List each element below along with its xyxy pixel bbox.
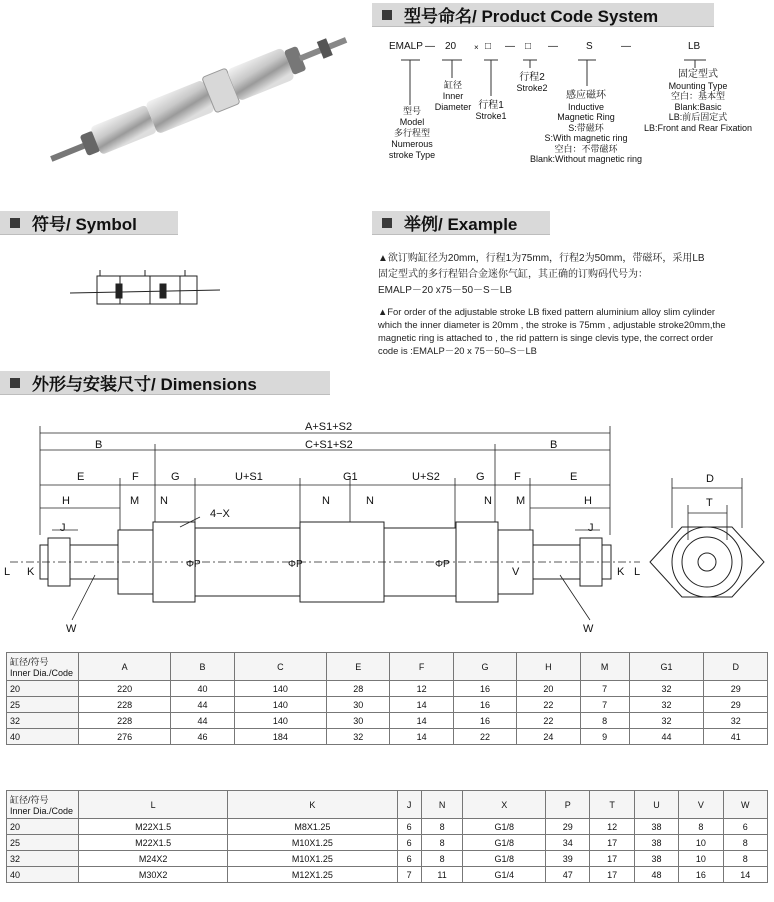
table-cell: 16 [453,697,516,713]
table-header-cell: V [679,791,723,819]
table-cell: 25 [7,697,79,713]
table-cell: 6 [723,819,767,835]
table-cell: 12 [590,819,634,835]
table-row [7,681,768,697]
dim-label-m-right: M [516,495,526,507]
table-header-cell: E [327,653,390,681]
dim-label-t: T [706,497,713,509]
table-cell: 8 [421,835,463,851]
table-header-row [7,791,768,819]
product-code-header-text: 型号命名/ Product Code System [404,7,659,26]
table-cell: 7 [580,681,629,697]
table-cell: 22 [517,713,580,729]
table-header-cell: K [228,791,397,819]
table-header-cell: F [390,653,453,681]
stroke1-line-2: Stroke1 [475,111,507,121]
inner-diameter-line-2: Inner [442,91,464,101]
dim-label-n-mid1: N [322,495,330,507]
magnetic-line-3: Magnetic Ring [557,112,615,122]
table-cell: 48 [634,867,678,883]
magnetic-ring-label [528,91,644,165]
table-header-cell: J [397,791,421,819]
table-cell: 14 [723,867,767,883]
dim-label-k-right: K [617,566,625,578]
table-cell: 22 [517,697,580,713]
dim-label-4x: 4−X [210,508,230,520]
bullet-square-icon [382,10,392,20]
table-cell: 29 [546,819,590,835]
dim-label-j-right: J [588,522,594,534]
magnetic-line-1: 感应磁环 [566,90,606,101]
model-line-1: 型号 [402,106,421,116]
table-cell: G1/8 [463,851,546,867]
stroke1-label [472,100,510,122]
dim-label-l-left: L [4,566,11,578]
table-header-cell: H [517,653,580,681]
table-cell: M22X1.5 [79,835,228,851]
table-cell: 46 [171,729,234,745]
table-cell: 10 [679,835,723,851]
table-header-code [7,791,79,819]
example-header-text: 举例/ Example [404,215,518,234]
model-line-4: Numerous [391,139,433,149]
dim-label-k-left: K [27,566,35,578]
table-header-row [7,653,768,681]
table-cell: 11 [421,867,463,883]
table-row [7,713,768,729]
table-cell: 17 [590,835,634,851]
table-header-cell: X [463,791,546,819]
table-header-cell: P [546,791,590,819]
table-cell: 38 [634,819,678,835]
table-cell: M10X1.25 [228,851,397,867]
example-en-line-4: code is :EMALP－20 x 75－50–S－LB [378,345,537,356]
dim-label-p-mid1: ΦP [288,559,303,570]
bullet-square-icon [10,218,20,228]
example-cn-line-2: 固定型式的多行程铝合金迷你气缸，其正确的订购码代号为： [378,269,648,280]
stroke1-line-1: 行程1 [478,100,504,111]
table-cell: 22 [453,729,516,745]
table-cell: 220 [79,681,171,697]
table-cell: 32 [7,713,79,729]
dim-label-j-left: J [60,522,66,534]
table-header-cell: D [704,653,768,681]
example-header [372,211,550,235]
product-code-header [372,3,714,27]
dim-label-p-left: ΦP [186,559,201,570]
bullet-square-icon [382,218,392,228]
table-row [7,819,768,835]
table-cell: 8 [723,851,767,867]
dim-label-u-s1: U+S1 [235,471,263,483]
table-header-cell: M [580,653,629,681]
dim-label-h-left: H [62,495,70,507]
table-cell: 8 [723,835,767,851]
dim-label-w-right: W [583,623,594,635]
dim-label-n-mid2: N [366,495,374,507]
mounting-line-6: LB:Front and Rear Fixation [643,122,753,133]
table-cell: 8 [421,819,463,835]
table-cell: 39 [546,851,590,867]
table-cell: 7 [397,867,421,883]
dim-label-u-s2: U+S2 [412,471,440,483]
stroke2-line-2: Stroke2 [516,83,548,93]
code-part-lb: LB [688,41,701,52]
table-cell: 20 [7,819,79,835]
table-header-code-en: Inner Dia./Code [10,668,74,678]
model-label [384,106,440,161]
table-cell: 41 [704,729,768,745]
table-cell: M12X1.25 [228,867,397,883]
table-cell: 140 [234,681,326,697]
table-header-cell: N [421,791,463,819]
table-cell: 14 [390,713,453,729]
dimension-table-1 [6,652,768,745]
mounting-type-label [642,70,754,133]
dim-label-a-total: A+S1+S2 [305,421,353,433]
table-header-cell: G [453,653,516,681]
table-header-cell: A [79,653,171,681]
model-line-5: stroke Type [388,150,436,160]
table-cell: M10X1.25 [228,835,397,851]
table-header-code [7,653,79,681]
table-cell: 44 [171,697,234,713]
table-cell: 20 [7,681,79,697]
table-cell: 40 [7,867,79,883]
table-cell: 140 [234,713,326,729]
table-cell: 16 [453,681,516,697]
code-part-dash: — [548,41,558,52]
table-cell: 40 [171,681,234,697]
table-cell: G1/4 [463,867,546,883]
example-en-line-1: ▲For order of the adjustable stroke LB fixed pattern aluminium alloy slim cylinder [378,306,716,317]
mounting-line-1: 固定型式 [678,69,718,80]
table-cell: 184 [234,729,326,745]
magnetic-line-5: S:With magnetic ring [544,133,628,143]
table-row [7,851,768,867]
table-header-cell: G1 [629,653,704,681]
mounting-line-2: Mounting Type [668,80,728,91]
dim-label-g1: G1 [343,471,358,483]
dim-label-h-right: H [584,495,592,507]
code-part-x: × [474,43,479,52]
code-part-s: S [586,41,593,52]
dim-label-n-left: N [160,495,168,507]
dim-label-v: V [512,566,520,578]
inner-diameter-line-3: Diameter [434,102,472,112]
table-cell: M24X2 [79,851,228,867]
table-cell: 29 [704,697,768,713]
table-header-code-cn: 缸径/符号 [10,657,49,667]
code-part-emalp: EMALP [389,41,423,52]
table-cell: 10 [679,851,723,867]
table-cell: 25 [7,835,79,851]
table-cell: 44 [629,729,704,745]
table-header-code-en: Inner Dia./Code [10,806,74,816]
table-cell: 32 [629,713,704,729]
table-cell: 40 [7,729,79,745]
inner-diameter-label [432,80,474,113]
dim-label-b-left: B [95,439,103,451]
example-en-line-3: magnetic ring is attached to , the rid pattern is singe clevis type, the correct order [378,332,714,343]
table-cell: 44 [171,713,234,729]
table-cell: 30 [327,697,390,713]
table-cell: 32 [7,851,79,867]
magnetic-line-2: Inductive [567,101,605,112]
magnetic-line-6: 空白：不带磁环 [554,143,618,154]
table-cell: G1/8 [463,819,546,835]
table-cell: 34 [546,835,590,851]
table-cell: 6 [397,835,421,851]
mounting-line-3: 空白：基本型 [670,91,725,101]
model-line-2: Model [399,117,425,127]
table-header-cell: C [234,653,326,681]
table-cell: 38 [634,851,678,867]
table-cell: 16 [453,713,516,729]
table-cell: 24 [517,729,580,745]
code-part-dash: — [425,41,435,52]
dimension-table-2 [6,790,768,883]
dim-label-g-right: G [476,471,485,483]
dim-label-e-right: E [570,471,578,483]
table-row [7,697,768,713]
model-line-3: 多行程型 [393,128,430,138]
table-cell: 14 [390,729,453,745]
dim-label-c-total: C+S1+S2 [305,439,353,451]
table-row [7,835,768,851]
table-cell: 28 [327,681,390,697]
table-cell: M22X1.5 [79,819,228,835]
magnetic-line-4: S:带磁环 [568,122,604,133]
table-row [7,867,768,883]
dim-label-p-mid2: ΦP [435,559,450,570]
example-cn-line-3: EMALP－20 x75－50－S－LB [378,285,512,296]
table-cell: 47 [546,867,590,883]
table-cell: 20 [517,681,580,697]
table-cell: 9 [580,729,629,745]
table-cell: 276 [79,729,171,745]
table-cell: G1/8 [463,835,546,851]
symbol-header-text: 符号/ Symbol [32,215,137,234]
dim-label-e-left: E [77,471,85,483]
table-cell: 29 [704,681,768,697]
code-part-stroke1-box: □ [485,41,492,52]
table-header-cell: U [634,791,678,819]
table-row [7,729,768,745]
table-cell: 8 [580,713,629,729]
table-cell: 16 [679,867,723,883]
table-cell: 6 [397,851,421,867]
table-header-code-cn: 缸径/符号 [10,795,49,805]
mounting-line-4: Blank:Basic [674,101,722,112]
code-part-dash: — [505,41,515,52]
cylinder-symbol [70,266,230,316]
table-cell: 32 [327,729,390,745]
dim-label-w-left: W [66,623,77,635]
dim-label-b-right: B [550,439,558,451]
table-header-cell: T [590,791,634,819]
table-cell: 32 [629,681,704,697]
table-cell: 140 [234,697,326,713]
table-header-cell: L [79,791,228,819]
code-part-20: 20 [445,41,457,52]
dim-label-f-right: F [514,471,521,483]
dim-label-m-left: M [130,495,140,507]
table-cell: 228 [79,713,171,729]
table-cell: M30X2 [79,867,228,883]
dim-label-f-left: F [132,471,139,483]
dim-label-l-right: L [634,566,641,578]
dimensions-header-text: 外形与安装尺寸/ Dimensions [32,375,257,394]
table-cell: M8X1.25 [228,819,397,835]
code-part-stroke2-box: □ [525,41,532,52]
table-cell: 17 [590,867,634,883]
table-cell: 228 [79,697,171,713]
table-header-cell: W [723,791,767,819]
cylinder-photo [30,10,370,185]
table-cell: 7 [580,697,629,713]
table-cell: 32 [629,697,704,713]
table-cell: 14 [390,697,453,713]
dimensions-header [0,371,330,395]
code-part-dash: — [621,41,631,52]
table-header-cell: B [171,653,234,681]
table-cell: 12 [390,681,453,697]
stroke2-line-1: 行程2 [519,72,545,83]
dim-label-n-right: N [484,495,492,507]
inner-diameter-line-1: 缸径 [443,80,462,90]
table-cell: 38 [634,835,678,851]
table-cell: 17 [590,851,634,867]
dim-label-d: D [706,473,714,485]
table-cell: 30 [327,713,390,729]
table-cell: 8 [679,819,723,835]
example-en-line-2: which the inner diameter is 20mm , the stroke is 75mm , adjustable stroke20mm,the [378,319,726,330]
dim-label-g-left: G [171,471,180,483]
magnetic-line-7: Blank:Without magnetic ring [529,154,643,164]
symbol-header [0,211,178,235]
table-cell: 8 [421,851,463,867]
table-cell: 6 [397,819,421,835]
table-cell: 32 [704,713,768,729]
example-cn-line-1: ▲欲订购缸径为20mm，行程1为75mm，行程2为50mm，带磁环，采用LB [378,253,705,264]
bullet-square-icon [10,378,20,388]
dimension-drawing [0,400,774,645]
mounting-line-5: LB:前后固定式 [668,112,728,122]
